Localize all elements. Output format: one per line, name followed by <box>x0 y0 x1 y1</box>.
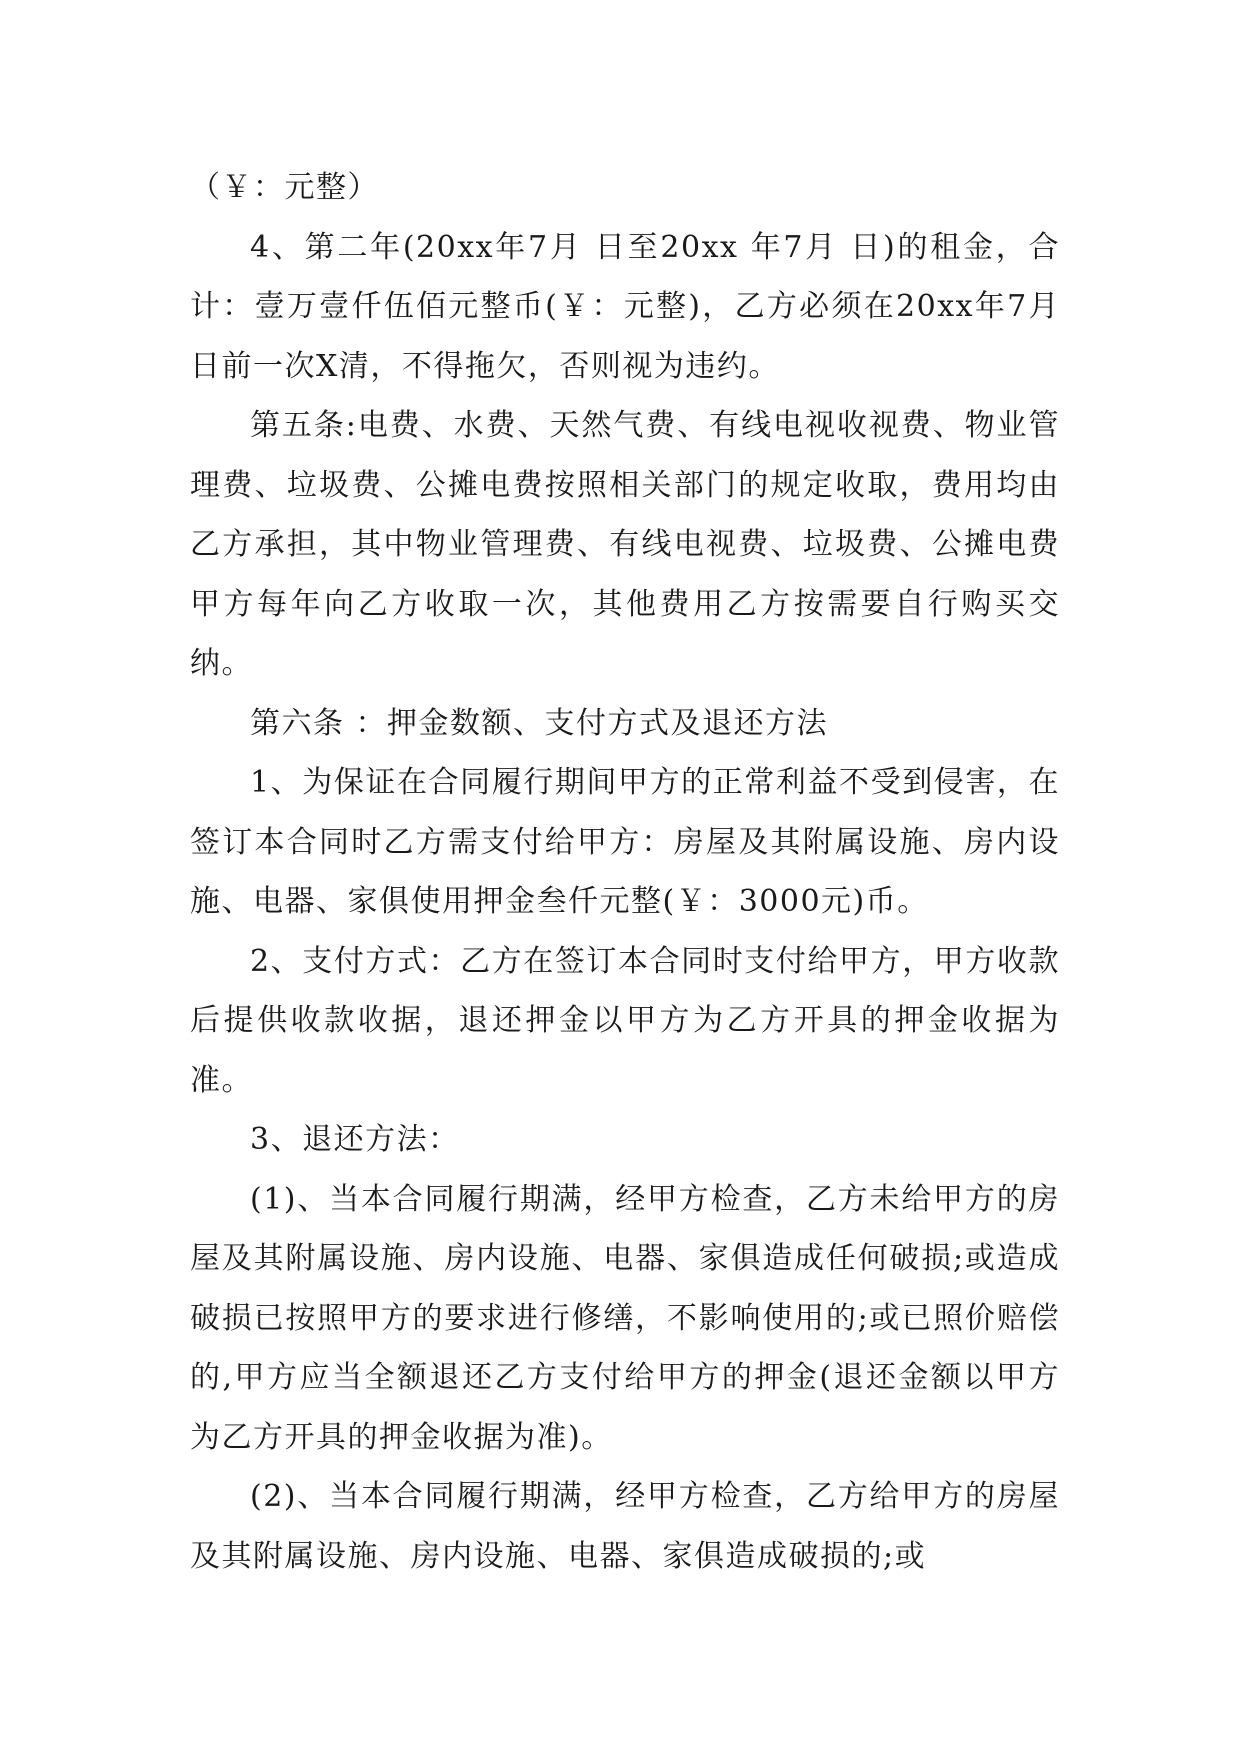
paragraph-currency-note: （￥：元整） <box>190 170 379 205</box>
document-body <box>190 158 1060 1586</box>
paragraph-article-five: 第五条:电费、水费、天然气费、有线电视收视费、物业管理费、垃圾费、公摊电费按照相关部门的规定收取，费用均由乙方承担，其中物业管理费、有线电视费、垃圾费、公摊电费甲方每年向乙方收取一次，其他费用乙方按需要自行购买交纳。 <box>190 408 1060 681</box>
paragraph-second-year-rent: 4、第二年(20xx年7月 日至20xx 年7月 日)的租金，合计：壹万壹仟伍佰元整币(￥：元整)，乙方必须在20xx年7月 日前一次X清，不得拖欠，否则视为违约。 <box>190 229 1060 384</box>
paragraph-refund-method: 3、退还方法： <box>250 1122 460 1157</box>
heading-article-six: 第六条 ：押金数额、支付方式及退还方法 <box>250 705 829 741</box>
paragraph-deposit-amount: 1、为保证在合同履行期间甲方的正常利益不受到侵害，在签订本合同时乙方需支付给甲方：房屋及其附属设施、房内设施、电器、家俱使用押金叁仟元整(￥：3000元)币。 <box>190 765 1060 919</box>
paragraph-refund-case-2: (2)、当本合同履行期满，经甲方检查，乙方给甲方的房屋及其附属设施、房内设施、电器、家俱造成破损的;或 <box>190 1479 1060 1574</box>
paragraph-refund-case-1: (1)、当本合同履行期满，经甲方检查，乙方未给甲方的房屋及其附属设施、房内设施、电器、家俱造成任何破损;或造成破损已按照甲方的要求进行修缮，不影响使用的;或已照价赔偿的,甲方应当全额退还乙方支付给甲方的押金(退还金额以甲方为乙方开具的押金收据为准)。 <box>190 1181 1060 1455</box>
paragraph-payment-method: 2、支付方式：乙方在签订本合同时支付给甲方，甲方收款后提供收款收据，退还押金以甲方为乙方开具的押金收据为准。 <box>190 943 1060 1098</box>
